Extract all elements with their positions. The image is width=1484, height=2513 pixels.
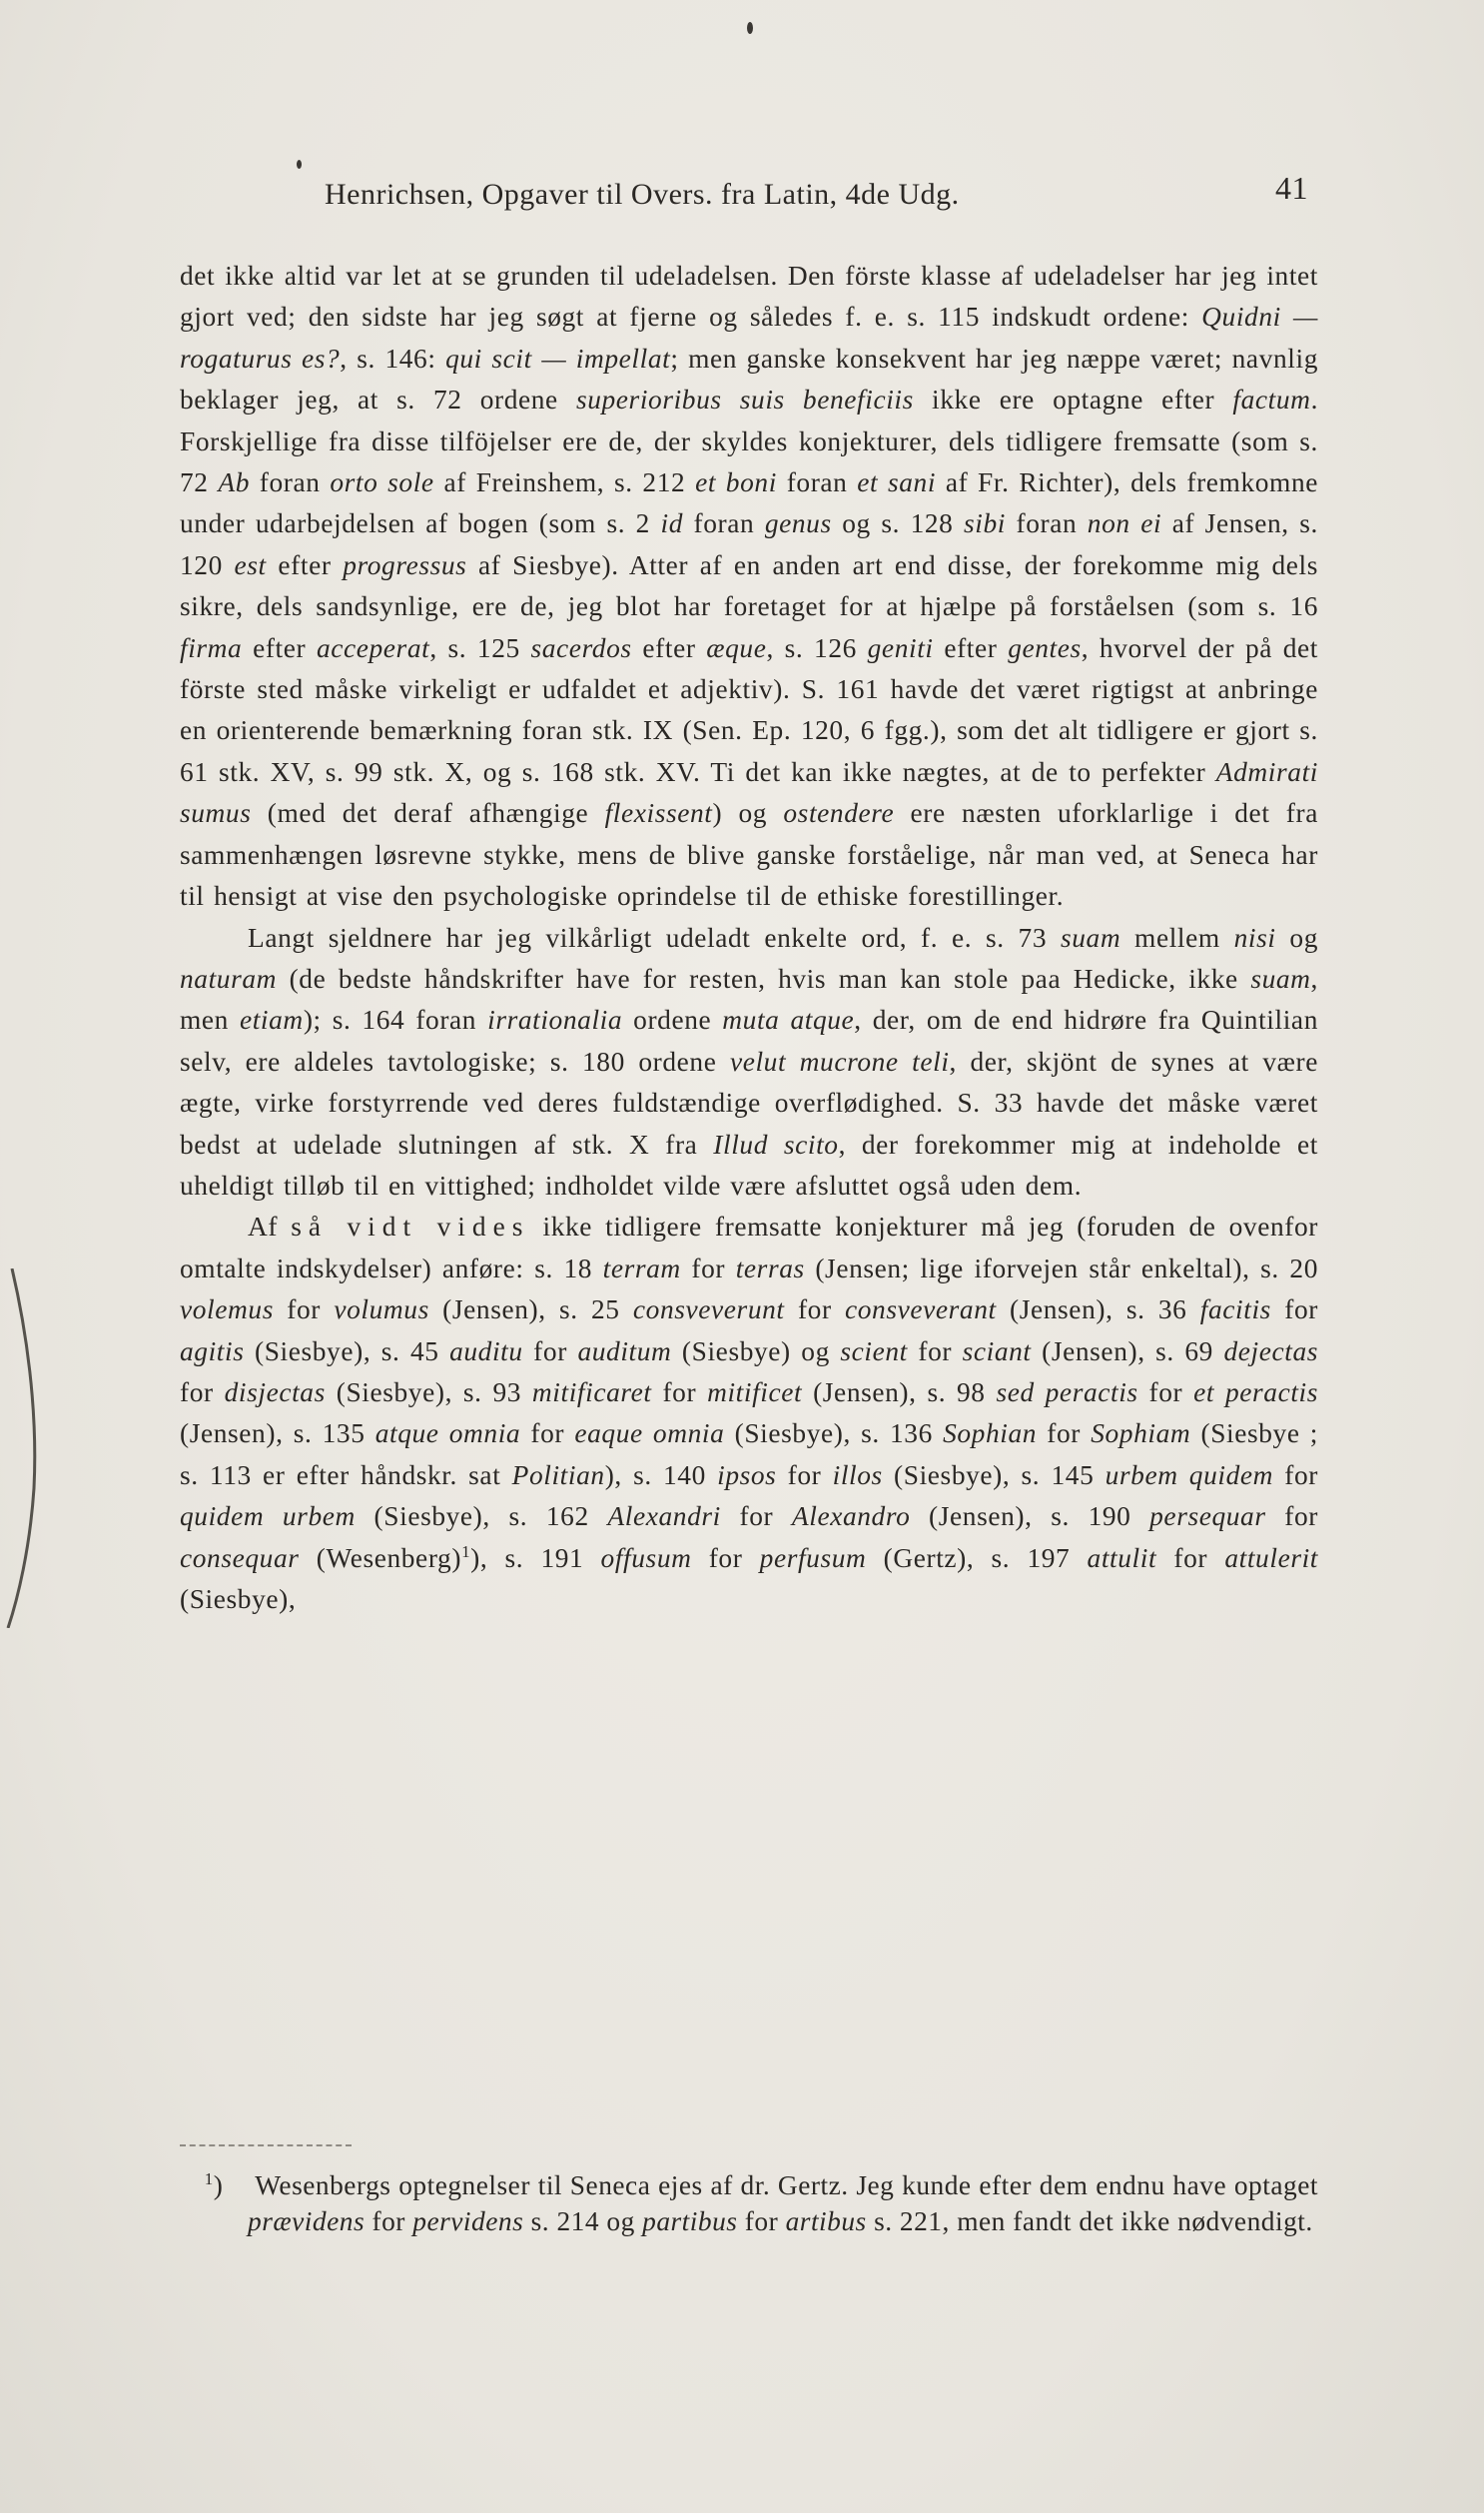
latin-term: Politian bbox=[511, 1459, 605, 1490]
latin-term: muta atque bbox=[722, 1005, 855, 1036]
text-run: (Gertz), s. 197 bbox=[866, 1542, 1088, 1573]
latin-term: atque omnia bbox=[374, 1418, 521, 1449]
latin-term: auditu bbox=[449, 1335, 523, 1366]
page-number: 41 bbox=[1275, 170, 1308, 206]
text-run: for bbox=[273, 1294, 335, 1325]
latin-term: perfusum bbox=[759, 1542, 867, 1573]
text-run: ) og bbox=[712, 798, 784, 829]
latin-term: est bbox=[234, 549, 267, 580]
latin-term: pervidens bbox=[412, 2206, 524, 2236]
text-run: (Siesbye), s. 93 bbox=[325, 1376, 532, 1407]
text-run: ikke ere optagne efter bbox=[913, 385, 1233, 416]
text-run: ), s. 191 bbox=[470, 1542, 601, 1573]
text-run: (Wesenberg) bbox=[299, 1542, 462, 1573]
text-run: , men bbox=[180, 963, 1318, 1036]
latin-term: quidem urbem bbox=[180, 1501, 356, 1532]
text-run: for bbox=[651, 1376, 708, 1407]
latin-term: acceperat bbox=[316, 632, 430, 663]
text-run: af Siesbye). Atter af en anden art end disse, der forekomme mig dels sikre, dels sandsynlige, ere de, jeg blot har foretaget for at hjælpe på forståelsen (som s. 16 bbox=[180, 549, 1319, 622]
latin-term: artibus bbox=[785, 2206, 867, 2236]
ink-speck bbox=[297, 160, 302, 169]
text-run: efter bbox=[631, 632, 707, 663]
text-run: (Siesbye), s. 45 bbox=[244, 1335, 450, 1366]
latin-term: consequar bbox=[180, 1542, 300, 1573]
latin-term: partibus bbox=[642, 2206, 738, 2236]
text-run: ere næsten uforklarlige i det fra sammenhængen løsrevne stykke, mens de blive ganske forståelige, når man ved, at Seneca har til hensigt at vise den psychologiske oprindelse til de ethiske forestillinger. bbox=[180, 798, 1318, 912]
latin-term: Sophian bbox=[943, 1418, 1038, 1449]
latin-term: mitificaret bbox=[531, 1376, 652, 1407]
latin-term: gentes bbox=[1008, 632, 1082, 663]
latin-term: scient bbox=[840, 1335, 908, 1366]
latin-term: Quidni — rogaturus es? bbox=[180, 302, 1318, 374]
latin-term: mitificet bbox=[707, 1376, 803, 1407]
latin-term: et boni bbox=[695, 467, 777, 498]
latin-term: persequar bbox=[1149, 1501, 1266, 1532]
text-run: Af bbox=[248, 1212, 292, 1243]
text-run: (Siesbye), s. 145 bbox=[882, 1459, 1106, 1490]
text-run: for bbox=[1265, 1501, 1319, 1532]
text-run: . Forskjellige fra disse tilföjelser ere de, der skyldes konjekturer, dels tidligere fremsatte (som s. 72 bbox=[180, 385, 1319, 498]
text-run: efter bbox=[933, 632, 1009, 663]
text-run: for bbox=[907, 1335, 963, 1366]
latin-term: factum bbox=[1232, 385, 1311, 416]
text-run: af Freinshem, s. 212 bbox=[433, 467, 696, 498]
latin-term: et peractis bbox=[1193, 1376, 1319, 1407]
text-run: for bbox=[1037, 1418, 1092, 1449]
text-run: , s. 146: bbox=[340, 343, 446, 374]
text-run: (Jensen), s. 25 bbox=[428, 1294, 633, 1325]
text-run: for bbox=[720, 1501, 792, 1532]
latin-term: orto sole bbox=[330, 467, 434, 498]
latin-term: flexissent bbox=[604, 798, 713, 829]
paragraph bbox=[180, 1207, 1318, 1620]
latin-term: Illud scito bbox=[713, 1129, 839, 1160]
text-run: ), s. 140 bbox=[604, 1459, 718, 1490]
latin-term: consveverant bbox=[845, 1294, 997, 1325]
latin-term: Alexandro bbox=[791, 1501, 911, 1532]
latin-term: auditum bbox=[577, 1335, 672, 1366]
text-run: og s. 128 bbox=[831, 508, 964, 539]
text-run: af Fr. Richter), dels fremkomne under udarbejdelsen af bogen (som s. 2 bbox=[180, 467, 1319, 539]
text-run: foran bbox=[1005, 508, 1088, 539]
footnote-text bbox=[248, 2170, 1318, 2236]
text-run: (Siesbye), s. 162 bbox=[355, 1501, 608, 1532]
text-run: (Jensen), s. 69 bbox=[1031, 1335, 1224, 1366]
text-run: mellem bbox=[1120, 922, 1234, 953]
text-run: , hvorvel der på det förste sted måske virkeligt er udfaldet et adjektiv). S. 161 havde det været rigtigst at anbringe en orienterende bemærkning foran stk. IX (Sen. Ep. 120, 6 fgg.), som det alt tidligere er gjort s. 61 stk. XV, s. 99 stk. X, og s. 168 stk. XV. Ti det kan ikke nægtes, at de to perfekter bbox=[180, 632, 1319, 787]
latin-term: sciant bbox=[962, 1335, 1032, 1366]
latin-term: sibi bbox=[963, 508, 1006, 539]
latin-term: facitis bbox=[1199, 1294, 1271, 1325]
latin-term: dejectas bbox=[1223, 1335, 1318, 1366]
latin-term: id bbox=[660, 508, 683, 539]
latin-term: terram bbox=[602, 1253, 681, 1283]
text-run: , der, skjönt de synes at være ægte, virke forstyrrende ved deres fuldstændige overflødighed. S. 33 havde det måske været bedst at udelade slutningen af stk. X fra bbox=[180, 1046, 1318, 1160]
latin-term: urbem quidem bbox=[1105, 1459, 1274, 1490]
text-run: Langt sjeldnere har jeg vilkårligt udeladt enkelte ord, f. e. s. 73 bbox=[248, 922, 1061, 953]
text-run: , s. 125 bbox=[429, 632, 531, 663]
text-run: for bbox=[784, 1294, 845, 1325]
text-run: for bbox=[776, 1459, 833, 1490]
latin-term: suam bbox=[1060, 922, 1121, 953]
latin-term: illos bbox=[832, 1459, 883, 1490]
text-run: ); s. 164 foran bbox=[303, 1005, 488, 1036]
latin-term: superioribus suis beneficiis bbox=[575, 385, 914, 416]
text-run: for bbox=[737, 2206, 786, 2236]
text-run: (Siesbye), bbox=[180, 1584, 297, 1614]
text-run: (Jensen; lige iforvejen står enkeltal), s. 20 bbox=[804, 1253, 1318, 1283]
text-run: (de bedste håndskrifter have for resten, hvis man kan stole paa Hedicke, ikke bbox=[277, 963, 1251, 994]
text-run: ordene bbox=[622, 1005, 723, 1036]
text-run: for bbox=[180, 1376, 225, 1407]
text-run: for bbox=[691, 1542, 760, 1573]
text-run: for bbox=[522, 1335, 578, 1366]
text-run: (Jensen), s. 98 bbox=[802, 1376, 997, 1407]
text-run: for bbox=[1273, 1459, 1319, 1490]
body-text bbox=[180, 256, 1318, 1620]
latin-term: volumus bbox=[334, 1294, 429, 1325]
ink-speck bbox=[747, 22, 753, 34]
footnote-rule bbox=[180, 2144, 352, 2146]
text-run: for bbox=[365, 2206, 413, 2236]
text-run: for bbox=[1156, 1542, 1225, 1573]
footnote-ref: 1 bbox=[461, 1541, 471, 1561]
text-run: af Jensen, s. 120 bbox=[180, 508, 1318, 580]
text-run: og bbox=[1275, 922, 1319, 953]
latin-term: terras bbox=[735, 1253, 805, 1283]
latin-term: eaque omnia bbox=[574, 1418, 725, 1449]
latin-term: attulit bbox=[1087, 1542, 1157, 1573]
text-run: ; men ganske konsekvent har jeg næppe været; navnlig beklager jeg, at s. 72 ordene bbox=[180, 343, 1318, 416]
text-run: efter bbox=[242, 632, 317, 663]
text-run: s. 221, men fandt det ikke nødvendigt. bbox=[866, 2206, 1313, 2236]
latin-term: non ei bbox=[1087, 508, 1162, 539]
footnote bbox=[180, 2167, 1318, 2239]
latin-term: volemus bbox=[180, 1294, 274, 1325]
spaced-phrase: så vidt vides bbox=[291, 1212, 530, 1243]
latin-term: et sani bbox=[857, 467, 937, 498]
latin-term: Ab bbox=[218, 467, 250, 498]
latin-term: sed peractis bbox=[996, 1376, 1138, 1407]
text-run: s. 214 og bbox=[523, 2206, 643, 2236]
footnote-marker: $^1$) bbox=[204, 2168, 224, 2200]
latin-term: consveverunt bbox=[632, 1294, 785, 1325]
latin-term: Sophiam bbox=[1091, 1418, 1191, 1449]
latin-term: ipsos bbox=[717, 1459, 777, 1490]
footnote-paragraph bbox=[180, 2167, 1318, 2239]
text-run: , der forekommer mig at indeholde et uheldigt tilløb til en vittighed; indholdet vilde være afsluttet også uden dem. bbox=[180, 1129, 1318, 1201]
text-run: for bbox=[680, 1253, 736, 1283]
text-run: det ikke altid var let at se grunden til udeladelsen. Den förste klasse af udeladelser har jeg intet gjort ved; den sidste har jeg søgt at fjerne og således f. e. s. 115 indskudt ordene: bbox=[180, 261, 1318, 333]
latin-term: æque bbox=[706, 632, 767, 663]
text-run: , der, om de end hidrøre fra Quintilian selv, ere aldeles tavtologiske; s. 180 ordene bbox=[180, 1005, 1318, 1077]
latin-term: offusum bbox=[600, 1542, 692, 1573]
running-head bbox=[325, 170, 1323, 216]
text-run: , s. 126 bbox=[766, 632, 868, 663]
latin-term: qui scit — impellat bbox=[445, 343, 671, 374]
text-run: (Siesbye ; s. 113 er efter håndskr. sat bbox=[180, 1418, 1319, 1490]
latin-term: suam bbox=[1250, 963, 1311, 994]
latin-term: etiam bbox=[239, 1005, 304, 1036]
text-run: Wesenbergs optegnelser til Seneca ejes af dr. Gertz. Jeg kunde efter dem endnu have optaget bbox=[248, 2170, 1318, 2200]
latin-term: prævidens bbox=[248, 2206, 366, 2236]
latin-term: irrationalia bbox=[487, 1005, 623, 1036]
text-run: (Siesbye) og bbox=[671, 1335, 841, 1366]
latin-term: disjectas bbox=[224, 1376, 326, 1407]
latin-term: attulerit bbox=[1224, 1542, 1319, 1573]
text-run: (Jensen), s. 36 bbox=[996, 1294, 1200, 1325]
text-run: foran bbox=[776, 467, 858, 498]
latin-term: firma bbox=[180, 632, 243, 663]
latin-term: Alexandri bbox=[607, 1501, 721, 1532]
page-fold-mark bbox=[4, 1268, 40, 1628]
text-run: for bbox=[520, 1418, 575, 1449]
paragraph bbox=[180, 256, 1318, 918]
latin-term: sacerdos bbox=[530, 632, 632, 663]
running-head-title: Henrichsen, Opgaver til Overs. fra Latin, 4de Udg. bbox=[325, 178, 960, 211]
text-run: efter bbox=[266, 549, 344, 580]
text-run: ikke tidligere fremsatte konjekturer må jeg (foruden de ovenfor omtalte indskydelser) anføre: s. 18 bbox=[180, 1212, 1318, 1283]
latin-term: genus bbox=[764, 508, 832, 539]
text-run: (Siesbye), s. 136 bbox=[724, 1418, 944, 1449]
latin-term: progressus bbox=[343, 549, 467, 580]
text-run: for bbox=[1137, 1376, 1194, 1407]
latin-term: ostendere bbox=[783, 798, 895, 829]
latin-term: Admirati sumus bbox=[180, 756, 1318, 829]
text-run: (Jensen), s. 190 bbox=[910, 1501, 1150, 1532]
text-run: foran bbox=[683, 508, 765, 539]
text-run: (Jensen), s. 135 bbox=[180, 1418, 375, 1449]
latin-term: geniti bbox=[867, 632, 934, 663]
paragraph bbox=[180, 918, 1318, 1208]
latin-term: naturam bbox=[180, 963, 278, 994]
text-run: foran bbox=[250, 467, 331, 498]
latin-term: velut mucrone teli bbox=[729, 1046, 950, 1077]
text-run: for bbox=[1270, 1294, 1318, 1325]
text-run: (med det deraf afhængige bbox=[251, 798, 605, 829]
latin-term: agitis bbox=[180, 1335, 245, 1366]
latin-term: nisi bbox=[1233, 922, 1276, 953]
